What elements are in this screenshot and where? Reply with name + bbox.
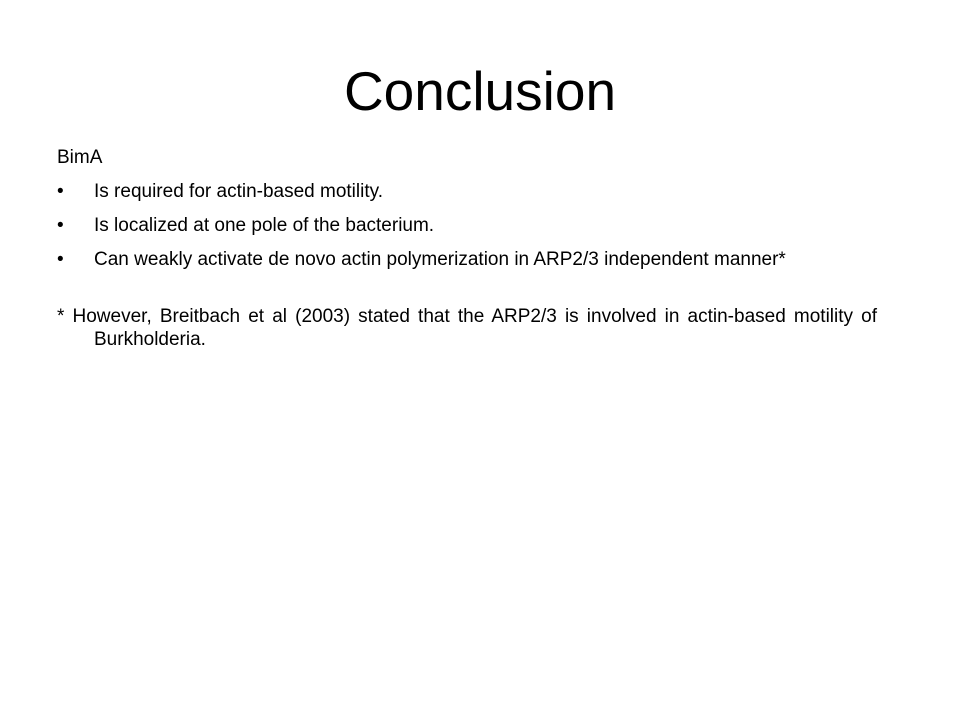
subject-heading: BimA [57, 147, 103, 168]
bullet-item [57, 180, 877, 203]
slide-title: Conclusion [343, 60, 617, 122]
bullet-marker: • [57, 249, 64, 270]
bullet-item [57, 248, 877, 271]
bullet-item [57, 214, 877, 237]
spacer [57, 282, 877, 305]
bullet-marker: • [57, 215, 64, 236]
footnote: * However, Breitbach et al (2003) stated that the ARP2/3 is involved in actin-based motility of Burkholderia. [57, 306, 877, 350]
bullet-text: Is localized at one pole of the bacterium. [94, 215, 435, 236]
bullet-text: Can weakly activate de novo actin polymerization in ARP2/3 independent manner* [94, 249, 786, 270]
bullet-marker: • [57, 181, 64, 202]
bullet-text: Is required for actin-based motility. [94, 181, 383, 202]
slide-body [57, 146, 877, 351]
